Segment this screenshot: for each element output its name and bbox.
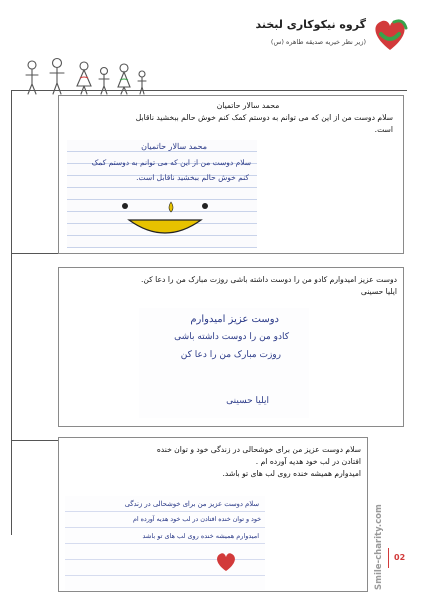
handwriting-line: کادو من را دوست داشته باشی	[174, 332, 289, 342]
timeline-branch-1	[11, 253, 58, 254]
card-1-line: سلام دوست من از این که می توانم به دوستم کمک کنم خوش حالم ببخشید ناقابل	[135, 113, 393, 122]
handwriting-line: محمد سالار حاتمیان	[141, 142, 207, 151]
card-3-line: سلام دوست عزیز من برای خوشحالی در زندگی خود و توان خنده	[156, 445, 361, 454]
handwritten-letter-1	[67, 140, 257, 248]
handwriting-line: سلام دوست من از این که می توانم به دوستم کمک	[91, 158, 251, 167]
timeline-vertical	[11, 90, 12, 535]
card-2-line: دوست عزیز امیدوارم کادو من را دوست داشته باشی روزت مبارک من را دعا کن.	[140, 275, 397, 284]
page-number-divider	[388, 548, 389, 568]
red-heart-icon	[215, 552, 237, 572]
smile-heart-icon	[370, 14, 410, 54]
card-3-line: امیدوارم همیشه خنده روی لب های تو باشد.	[222, 469, 361, 478]
family-doodle-icon	[12, 56, 152, 98]
logo-title: گروه نیکوکاری لبخند	[255, 18, 366, 31]
handwriting-line: خود و توان خنده افتادن در لب خود هدیه آورده ام	[132, 516, 261, 523]
card-2-text	[63, 274, 397, 298]
card-3-line: افتادن در لب خود هدیه آورده ام .	[255, 457, 361, 466]
charity-logo	[250, 14, 410, 58]
handwriting-line: دوست عزیز امیدوارم	[190, 314, 279, 325]
timeline-top	[11, 90, 407, 91]
website-label: Smile-charity.com	[374, 504, 384, 590]
logo-subtitle: (زیر نظر خیریه صدیقه طاهره (س)	[270, 38, 366, 46]
card-1-line: محمد سالار حاتمیان	[216, 101, 280, 110]
handwritten-letter-3	[65, 496, 265, 590]
handwriting-line: سلام دوست عزیز من برای خوشحالی در زندگی	[124, 500, 259, 508]
card-1-line: است.	[374, 125, 393, 134]
card-2-line: ایلیا حسینی	[360, 287, 397, 296]
card-1-text	[63, 100, 393, 136]
handwriting-line: روزت مبارک من را دعا کن	[180, 350, 281, 360]
letter-card-1	[58, 95, 404, 254]
card-3-text	[63, 444, 361, 480]
page-number: 02	[394, 553, 406, 562]
handwriting-line: امیدوارم همیشه خنده روی لب های تو باشد	[142, 532, 259, 540]
smile-drawing-icon	[105, 196, 225, 246]
handwriting-line: کنم خوش حالم ببخشید ناقابل است.	[136, 173, 249, 182]
handwriting-line: ایلیا حسینی	[226, 396, 269, 406]
letter-card-2	[58, 267, 404, 427]
handwritten-letter-2	[139, 308, 309, 418]
letter-card-3	[58, 437, 368, 592]
timeline-branch-2	[11, 440, 58, 441]
